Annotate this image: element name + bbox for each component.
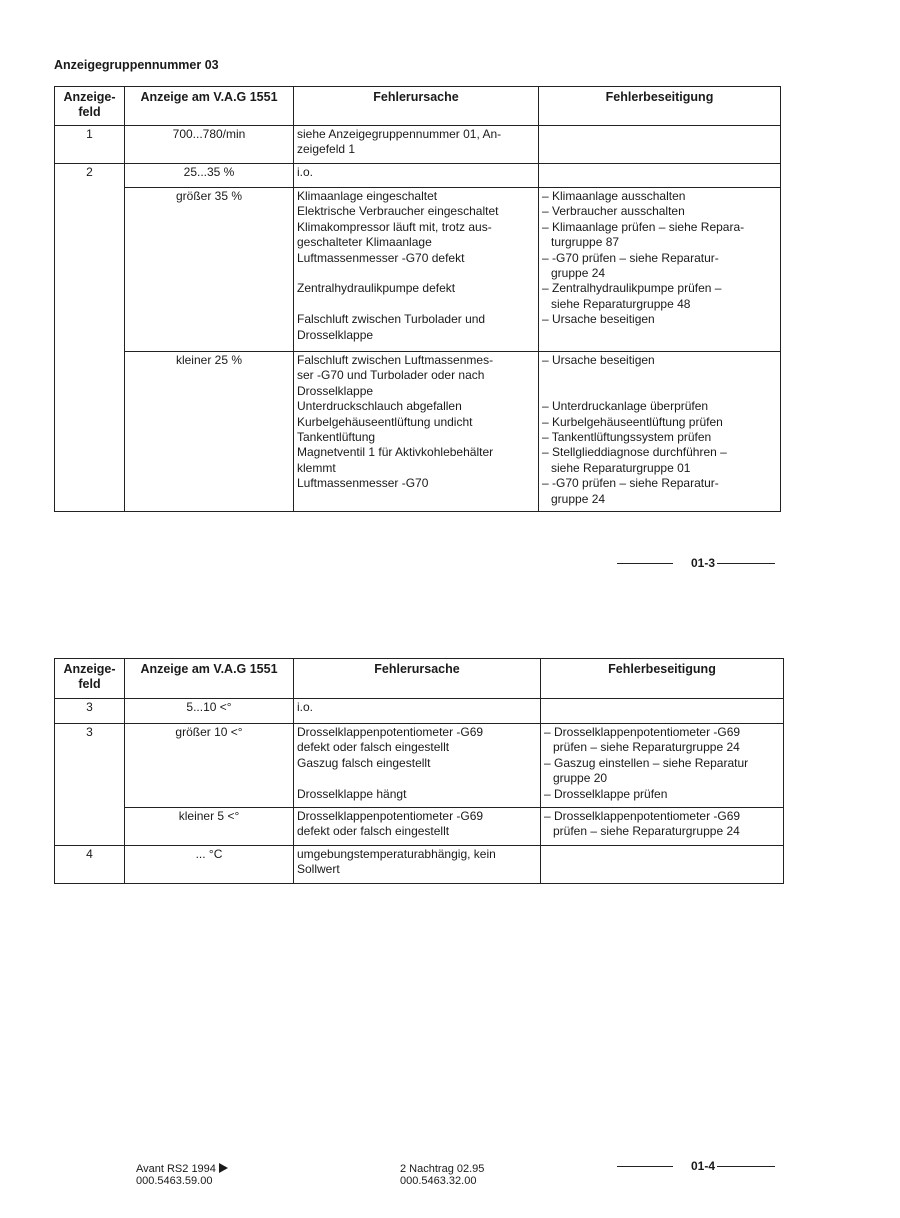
display-group-table-2 [54,658,784,884]
table-header-row [55,659,784,699]
remedy-line: – Drosselklappenpotentiometer -G69 [544,725,741,739]
display-value-cell: kleiner 5 <° [125,808,294,846]
table-row [55,846,784,884]
remedy-line: – Ursache beseitigen [542,353,655,367]
remedy-line: – Drosselklappe prüfen [544,786,668,801]
header-display-field-line-1: Anzeige- [63,662,116,676]
display-group-table-1 [54,86,781,512]
arrow-right-icon [219,1163,228,1173]
display-value-cell: 25...35 % [125,164,294,188]
display-field-cell: 1 [55,126,125,164]
line-gap [297,297,535,312]
remedy-line: – Unterdruckanlage überprüfen [542,399,709,414]
cause-line: Drosselklappe [297,327,374,342]
display-field-cell: 3 [55,699,125,724]
display-value-cell: ... °C [125,846,294,884]
cause-line: Luftmassenmesser -G70 defekt [297,250,465,265]
cause-line: Gaszug falsch eingestellt [297,755,431,770]
display-field-cell: 4 [55,846,125,884]
cause-line: defekt oder falsch eingestellt [297,740,450,755]
cause-line: umgebungstemperaturabhängig, kein [297,847,496,861]
remedy-line: siehe Reparaturgruppe 01 [551,460,691,475]
fault-cause-cell [294,724,541,808]
fault-remedy-cell [539,352,781,512]
cause-line: Unterdruckschlauch abgefallen [297,399,462,414]
header-display-field [55,659,125,699]
display-value-cell: 700...780/min [125,126,294,164]
remedy-line: – Tankentlüftungssystem prüfen [542,430,712,444]
footer-model: Avant RS2 1994 [136,1163,216,1175]
footer-supplement-info [400,1163,484,1187]
cause-line: Klimaanlage eingeschaltet [297,189,438,203]
table-row [55,164,781,188]
footer-doc-number: 000.5463.59.00 [136,1175,213,1187]
remedy-line: – Kurbelgehäuseentlüftung prüfen [542,414,723,429]
footer-supplement: 2 Nachtrag 02.95 [400,1163,485,1175]
cause-line: ser -G70 und Turbolader oder nach [297,368,485,383]
header-fault-cause: Fehlerursache [294,87,539,126]
cause-line: Luftmassenmesser -G70 [297,476,429,491]
cause-line: Drosselklappenpotentiometer -G69 [297,725,484,739]
fault-remedy-cell [541,699,784,724]
table-header-row [55,87,781,126]
remedy-line: – -G70 prüfen – siehe Reparatur- [542,476,719,491]
remedy-line: turgruppe 87 [551,235,620,250]
table-row [55,352,781,512]
fault-cause-cell [294,126,539,164]
page-number-01-3 [617,556,775,570]
page-number-rule-right [717,563,775,564]
line-gap [542,368,777,383]
header-display-field-line-2: feld [78,677,101,692]
cause-line: Elektrische Verbraucher eingeschaltet [297,204,499,219]
cause-line: siehe Anzeigegruppennummer 01, An- [297,127,502,141]
cause-line: klemmt [297,460,336,475]
remedy-line: gruppe 24 [551,491,606,506]
cause-line: Drosselklappe hängt [297,786,407,801]
footer-supplement-number: 000.5463.32.00 [400,1175,477,1187]
remedy-line: – Ursache beseitigen [542,312,655,327]
line-gap [542,384,777,399]
fault-cause-cell [294,846,541,884]
line-gap [297,266,535,281]
header-display-value: Anzeige am V.A.G 1551 [125,659,294,699]
table-row [55,724,784,808]
remedy-line: prüfen – siehe Reparaturgruppe 24 [553,740,740,755]
table-row [55,188,781,352]
remedy-line: – Gaszug einstellen – siehe Reparatur [544,755,749,770]
fault-cause-cell: i.o. [294,699,541,724]
page-number-label: 01-4 [691,1159,716,1173]
header-display-value: Anzeige am V.A.G 1551 [125,87,294,126]
page-number-rule-right [717,1166,775,1167]
cause-line: Falschluft zwischen Luftmassenmes- [297,353,494,367]
page-number-rule-left [617,1166,673,1167]
remedy-line: siehe Reparaturgruppe 48 [551,296,691,311]
display-field-cell: 2 [55,164,125,512]
table-row [55,126,781,164]
remedy-line: – Klimaanlage ausschalten [542,189,686,203]
cause-line: Falschluft zwischen Turbolader und [297,312,486,327]
fault-cause-cell: i.o. [294,164,539,188]
fault-remedy-cell [539,188,781,352]
fault-remedy-cell [541,846,784,884]
fault-remedy-cell [541,808,784,846]
display-value-cell: 5...10 <° [125,699,294,724]
display-value-cell: größer 10 <° [125,724,294,808]
remedy-line: – Klimaanlage prüfen – siehe Repara- [542,219,745,234]
fault-cause-cell [294,352,539,512]
footer-model-line [136,1163,228,1175]
remedy-line: – Stellglieddiagnose durchführen – [542,445,727,460]
cause-line: Drosselklappe [297,383,374,398]
page-number-01-4 [617,1159,775,1173]
header-display-field-line-1: Anzeige- [63,90,116,104]
fault-cause-cell [294,188,539,352]
fault-remedy-cell [539,164,781,188]
table-row [55,699,784,724]
cause-line: Drosselklappenpotentiometer -G69 [297,809,484,823]
line-gap [297,771,537,786]
page-heading: Anzeigegruppennummer 03 [54,58,219,72]
cause-line: geschalteter Klimaanlage [297,235,432,250]
cause-line: Magnetventil 1 für Aktivkohlebehälter [297,445,494,460]
page-number-label: 01-3 [691,556,716,570]
remedy-line: – -G70 prüfen – siehe Reparatur- [542,250,719,265]
header-fault-cause: Fehlerursache [294,659,541,699]
display-value-cell: kleiner 25 % [125,352,294,512]
fault-cause-cell [294,808,541,846]
display-value-cell: größer 35 % [125,188,294,352]
fault-remedy-cell [539,126,781,164]
page-number-rule-left [617,563,673,564]
remedy-line: prüfen – siehe Reparaturgruppe 24 [553,824,740,839]
cause-line: zeigefeld 1 [297,142,356,157]
cause-line: Kurbelgehäuseentlüftung undicht [297,414,473,429]
remedy-line: – Zentralhydraulikpumpe prüfen – [542,281,722,296]
fault-remedy-cell [541,724,784,808]
remedy-line: gruppe 24 [551,266,606,281]
cause-line: defekt oder falsch eingestellt [297,824,450,839]
cause-line: Klimakompressor läuft mit, trotz aus- [297,219,492,234]
remedy-line: gruppe 20 [553,771,608,786]
cause-line: Sollwert [297,862,340,877]
footer-model-info [136,1163,228,1187]
header-display-field [55,87,125,126]
remedy-line: – Verbraucher ausschalten [542,204,685,219]
header-display-field-line-2: feld [78,105,101,120]
table-row [55,808,784,846]
cause-line: Tankentlüftung [297,430,376,445]
header-fault-remedy: Fehlerbeseitigung [539,87,781,126]
remedy-line: – Drosselklappenpotentiometer -G69 [544,809,741,823]
display-field-cell: 3 [55,724,125,846]
cause-line: Zentralhydraulikpumpe defekt [297,281,456,296]
header-fault-remedy: Fehlerbeseitigung [541,659,784,699]
